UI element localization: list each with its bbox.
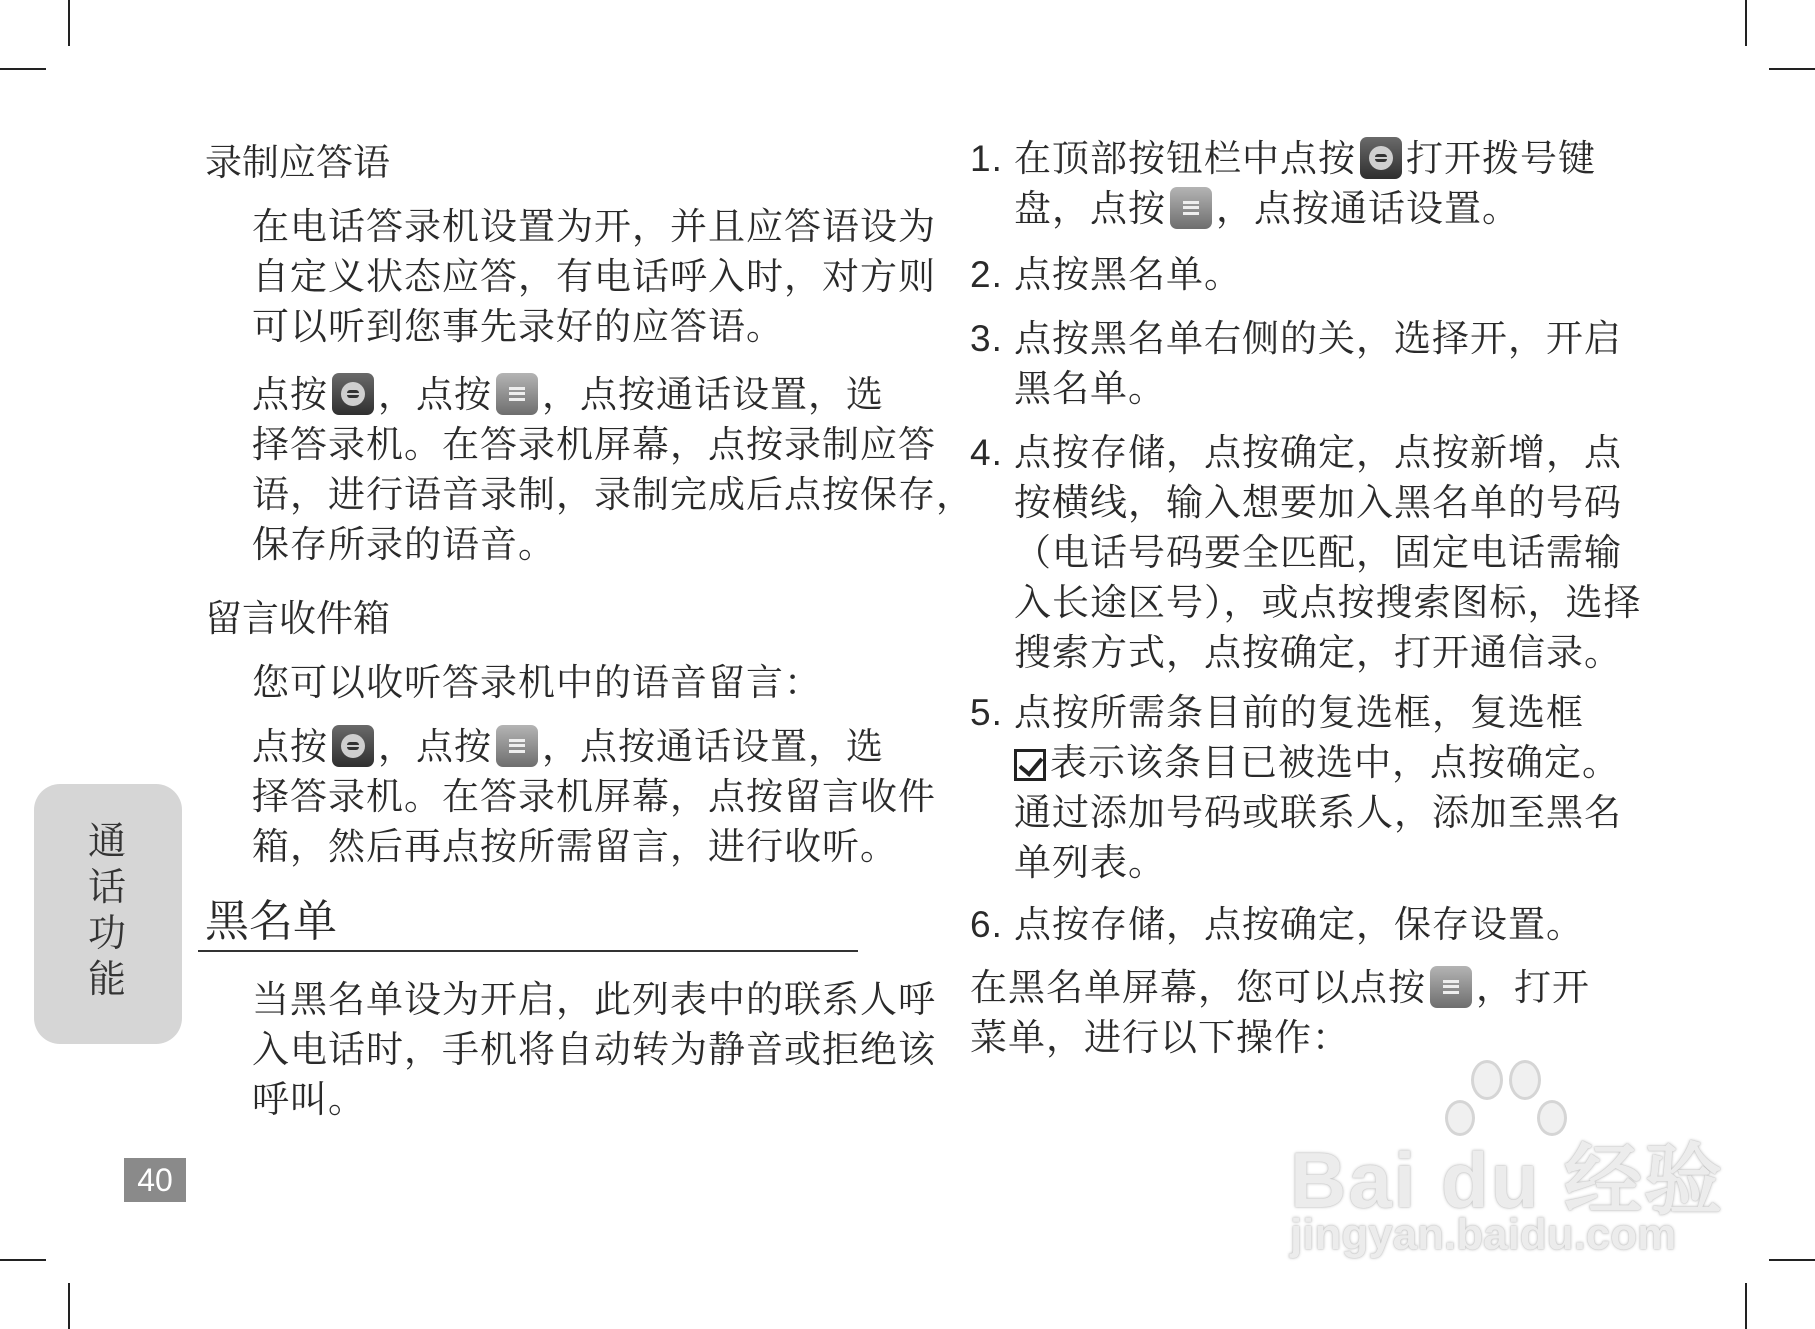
text-line: 按横线，输入想要加入黑名单的号码 bbox=[1014, 481, 1622, 524]
text-line bbox=[970, 900, 1584, 950]
text-line bbox=[970, 428, 1642, 478]
menu-key-icon bbox=[1430, 966, 1472, 1008]
text-line: 搜索方式，点按确定，打开通信录。 bbox=[1014, 631, 1622, 674]
step-number: 1. bbox=[970, 138, 1003, 179]
paragraph-closing bbox=[970, 963, 1590, 1063]
text-run: 打开拨号键 bbox=[1406, 137, 1596, 180]
text-run: ，点按通话设置。 bbox=[1216, 187, 1520, 230]
watermark-url: jingyan.baidu.com bbox=[1290, 1210, 1677, 1259]
text-line bbox=[970, 963, 1590, 1013]
text-line: 择答录机。在答录机屏幕，点按录制应答 bbox=[252, 423, 936, 466]
crop-mark bbox=[0, 1259, 46, 1261]
text-run: 在黑名单屏幕，您可以点按 bbox=[970, 966, 1426, 1009]
text-line: 择答录机。在答录机屏幕，点按留言收件 bbox=[252, 775, 936, 818]
checkbox-checked-icon bbox=[1014, 749, 1046, 781]
text-line: 箱，然后再点按所需留言，进行收听。 bbox=[252, 825, 898, 868]
text-line: 在电话答录机设置为开，并且应答语设为 bbox=[252, 205, 936, 248]
dialpad-toggle-icon bbox=[332, 373, 374, 415]
text-line: 黑名单。 bbox=[1014, 367, 1166, 410]
menu-key-icon bbox=[1170, 187, 1212, 229]
heading-rule bbox=[198, 950, 858, 952]
text-run: 盘，点按 bbox=[1014, 187, 1166, 230]
chapter-char: 功 bbox=[87, 911, 128, 955]
text-run: ，点按 bbox=[378, 725, 492, 768]
crop-mark bbox=[1745, 1283, 1747, 1329]
chapter-side-tab bbox=[34, 784, 182, 1044]
crop-mark bbox=[1769, 1259, 1815, 1261]
text-line: 通过添加号码或联系人，添加至黑名 bbox=[1014, 791, 1622, 834]
step-1 bbox=[970, 134, 1596, 234]
heading-blacklist: 黑名单 bbox=[205, 896, 337, 947]
step-number: 5. bbox=[970, 692, 1003, 733]
text-run: ，点按通话设置，选 bbox=[542, 725, 884, 768]
step-number: 3. bbox=[970, 318, 1003, 359]
text-run: 点按存储，点按确定，保存设置。 bbox=[1014, 903, 1584, 946]
watermark-brand: Bai du 经验 bbox=[1290, 1136, 1725, 1224]
step-number: 4. bbox=[970, 432, 1003, 473]
menu-key-icon bbox=[496, 725, 538, 767]
text-line bbox=[970, 184, 1596, 234]
dialpad-toggle-icon bbox=[1360, 137, 1402, 179]
section-title-greeting: 录制应答语 bbox=[205, 141, 390, 184]
text-line bbox=[970, 134, 1596, 184]
crop-mark bbox=[0, 68, 46, 70]
text-line: 自定义状态应答，有电话呼入时，对方则 bbox=[252, 255, 936, 298]
text-run: ，打开 bbox=[1476, 966, 1590, 1009]
step-3 bbox=[970, 314, 1622, 414]
text-line: 您可以收听答录机中的语音留言： bbox=[252, 661, 822, 704]
text-run: 表示该条目已被选中，点按确定。 bbox=[1050, 741, 1620, 784]
text-line: 单列表。 bbox=[1014, 841, 1166, 884]
text-run: ，点按 bbox=[378, 373, 492, 416]
text-run: 点按 bbox=[252, 725, 328, 768]
chapter-char: 话 bbox=[87, 865, 128, 909]
crop-mark bbox=[1769, 68, 1815, 70]
text-run: 点按存储，点按确定，点按新增，点 bbox=[1014, 431, 1622, 474]
crop-mark bbox=[68, 1283, 70, 1329]
text-run: 点按黑名单。 bbox=[1014, 253, 1242, 296]
crop-mark bbox=[68, 0, 70, 46]
text-line: 语，进行语音录制，录制完成后点按保存， bbox=[252, 473, 974, 516]
chapter-char: 通 bbox=[87, 819, 128, 863]
text-line: 可以听到您事先录好的应答语。 bbox=[252, 305, 784, 348]
text-run: 在顶部按钮栏中点按 bbox=[1014, 137, 1356, 180]
section-title-voicemail: 留言收件箱 bbox=[205, 597, 390, 640]
text-line bbox=[970, 250, 1242, 300]
text-line: 保存所录的语音。 bbox=[252, 523, 556, 566]
paragraph-voicemail-intro bbox=[252, 658, 822, 708]
step-number: 6. bbox=[970, 904, 1003, 945]
text-line: 当黑名单设为开启，此列表中的联系人呼 bbox=[252, 978, 936, 1021]
chapter-char: 能 bbox=[87, 957, 128, 1001]
paragraph-greeting-intro bbox=[252, 202, 936, 352]
text-run: 点按黑名单右侧的关，选择开，开启 bbox=[1014, 317, 1622, 360]
step-2 bbox=[970, 250, 1242, 300]
text-run: ，点按通话设置，选 bbox=[542, 373, 884, 416]
step-4 bbox=[970, 428, 1642, 678]
menu-key-icon bbox=[496, 373, 538, 415]
step-6 bbox=[970, 900, 1584, 950]
text-line: 入长途区号），或点按搜索图标，选择 bbox=[1014, 581, 1642, 624]
step-5 bbox=[970, 688, 1622, 888]
text-line: 菜单，进行以下操作： bbox=[970, 1016, 1350, 1059]
crop-mark bbox=[1745, 0, 1747, 46]
step-number: 2. bbox=[970, 254, 1003, 295]
text-run: 点按 bbox=[252, 373, 328, 416]
text-line bbox=[252, 370, 974, 420]
text-line bbox=[252, 722, 936, 772]
text-line bbox=[970, 314, 1622, 364]
text-line: 呼叫。 bbox=[252, 1078, 366, 1121]
chapter-label bbox=[34, 818, 182, 1002]
text-line bbox=[970, 738, 1622, 788]
paragraph-blacklist-intro bbox=[252, 975, 936, 1125]
text-run: 点按所需条目前的复选框，复选框 bbox=[1014, 691, 1584, 734]
paragraph-voicemail-steps bbox=[252, 722, 936, 872]
dialpad-toggle-icon bbox=[332, 725, 374, 767]
text-line: （电话号码要全匹配，固定电话需输 bbox=[1014, 531, 1622, 574]
page-number: 40 bbox=[124, 1158, 186, 1202]
text-line bbox=[970, 688, 1622, 738]
paragraph-greeting-steps bbox=[252, 370, 974, 570]
text-line: 入电话时，手机将自动转为静音或拒绝该 bbox=[252, 1028, 936, 1071]
